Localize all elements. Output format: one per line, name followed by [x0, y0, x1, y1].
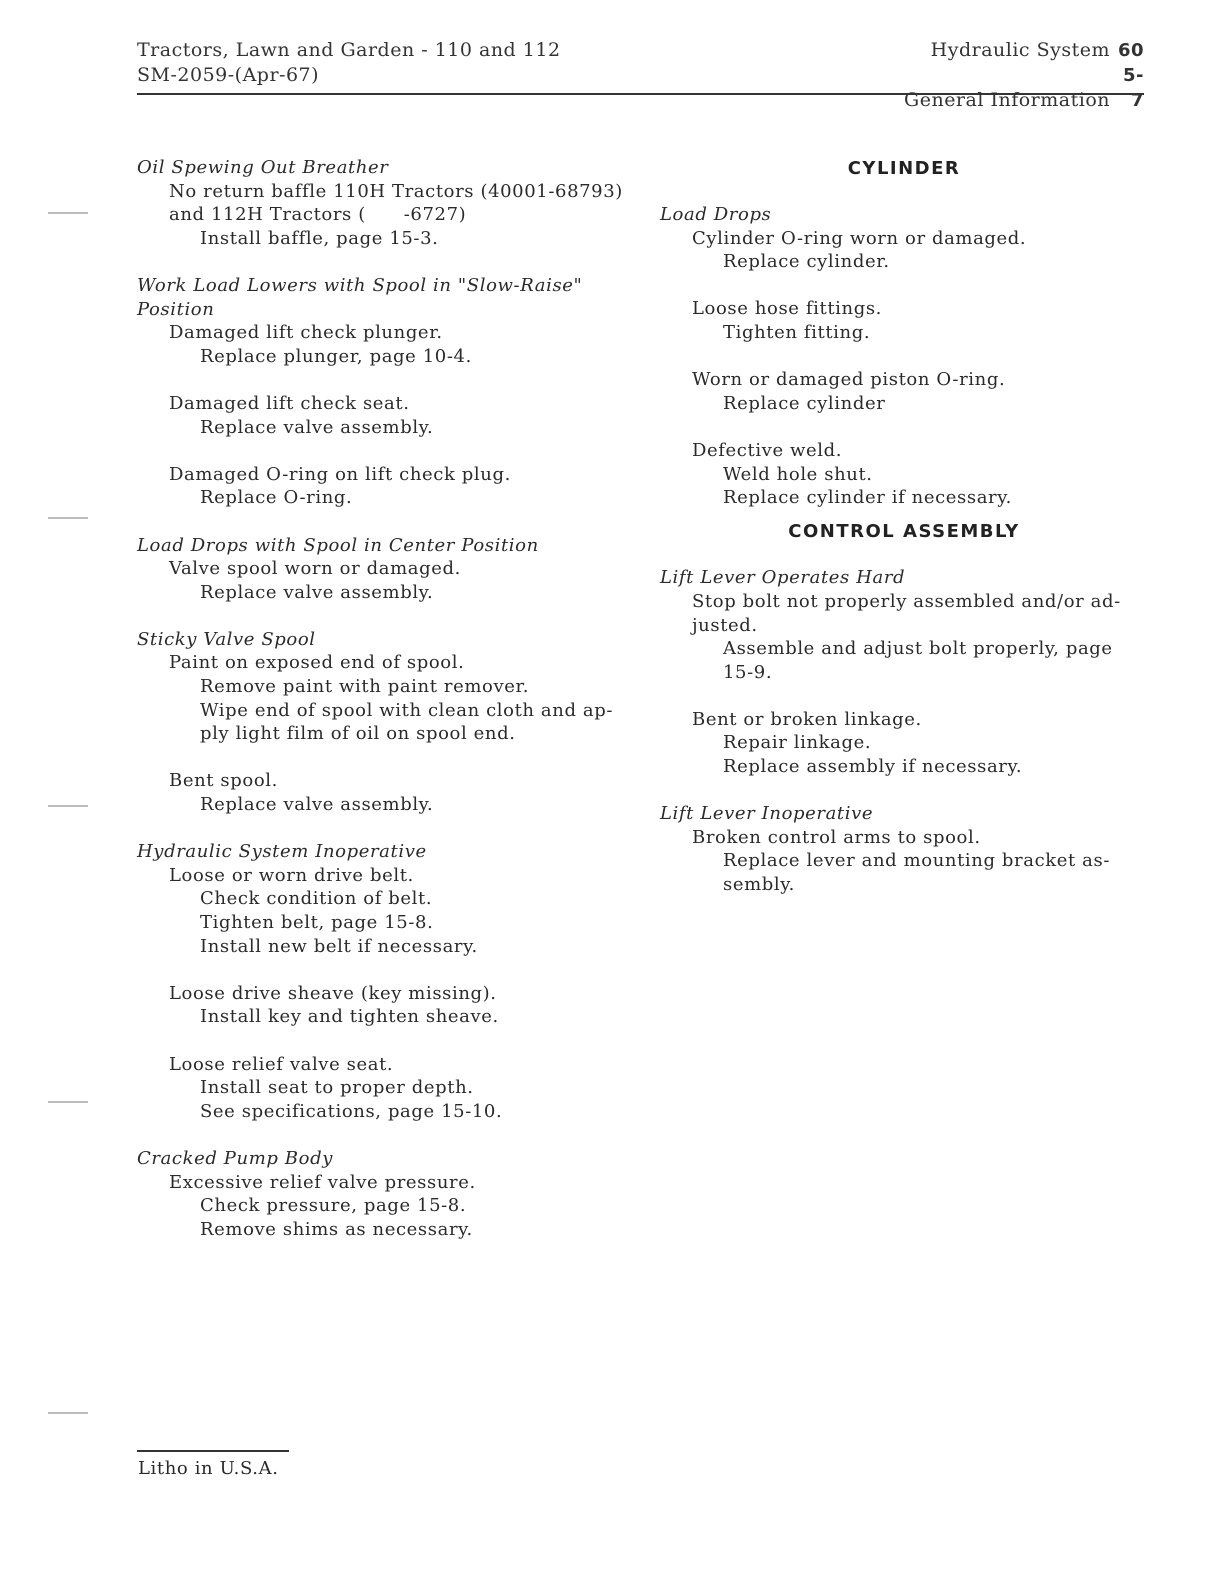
- cause: Bent or broken linkage.: [692, 708, 922, 730]
- trouble-title: Hydraulic System Inoperative: [137, 841, 427, 863]
- trouble-item: [137, 840, 637, 1123]
- remedy: Assemble and adjust bolt properly, page: [723, 638, 1113, 660]
- trouble-item: [660, 802, 1148, 896]
- remedy: Replace cylinder: [723, 392, 886, 414]
- remedy: sembly.: [723, 874, 795, 896]
- remedy: Tighten belt, page 15-8.: [200, 912, 434, 933]
- remedy: Tighten fitting.: [723, 321, 871, 343]
- left-column: [137, 156, 637, 1265]
- cause: Loose hose fittings.: [692, 298, 882, 320]
- remedy: Repair linkage.: [723, 732, 872, 754]
- cause: Damaged O-ring on lift check plug.: [169, 463, 511, 485]
- trouble-title: Lift Lever Operates Hard: [660, 567, 906, 589]
- section-heading-control-assembly: CONTROL ASSEMBLY: [788, 521, 1020, 543]
- remedy: See specifications, page 15-10.: [200, 1100, 503, 1122]
- cause: Bent spool.: [169, 770, 278, 792]
- trouble-item: [137, 1147, 637, 1241]
- trouble-item: [137, 534, 637, 605]
- trouble-title: Work Load Lowers with Spool in "Slow-Raise": [137, 274, 583, 296]
- cause: Defective weld.: [692, 439, 843, 461]
- cause: Damaged lift check plunger.: [169, 322, 443, 344]
- trouble-title: Oil Spewing Out Breather: [137, 157, 389, 178]
- remedy: ply light film of oil on spool end.: [200, 723, 516, 745]
- cause: Loose drive sheave (key missing).: [169, 982, 497, 1004]
- cause: Cylinder O-ring worn or damaged.: [692, 227, 1027, 249]
- section-heading-cylinder: CYLINDER: [847, 158, 961, 179]
- remedy: Replace plunger, page 10-4.: [200, 345, 472, 367]
- margin-mark: [48, 1412, 88, 1414]
- remedy: Replace cylinder.: [723, 251, 890, 273]
- cause: justed.: [692, 614, 758, 636]
- trouble-title: Lift Lever Inoperative: [660, 803, 874, 825]
- trouble-title: Load Drops with Spool in Center Position: [137, 534, 539, 556]
- trouble-title: Cracked Pump Body: [137, 1147, 333, 1169]
- footer-litho: Litho in U.S.A.: [138, 1458, 279, 1479]
- cause: No return baffle 110H Tractors (40001-68793): [169, 180, 623, 202]
- remedy: Replace valve assembly.: [200, 794, 434, 816]
- remedy: Replace lever and mounting bracket as-: [723, 850, 1111, 872]
- right-column: [660, 156, 1148, 920]
- cause: Paint on exposed end of spool.: [169, 652, 465, 674]
- section-title: Hydraulic System: [930, 39, 1110, 61]
- remedy: Install new belt if necessary.: [200, 935, 478, 957]
- margin-mark: [48, 1101, 88, 1103]
- cause: Loose relief valve seat.: [169, 1053, 394, 1075]
- cause: Broken control arms to spool.: [692, 826, 981, 848]
- cause: Stop bolt not properly assembled and/or ad-: [692, 590, 1121, 612]
- remedy: Remove paint with paint remover.: [200, 676, 530, 698]
- trouble-title: Sticky Valve Spool: [137, 628, 316, 650]
- cause: Worn or damaged piston O-ring.: [692, 369, 1006, 391]
- margin-mark: [48, 805, 88, 807]
- remedy: Wipe end of spool with clean cloth and ap-: [200, 699, 614, 721]
- remedy: Install key and tighten sheave.: [200, 1006, 499, 1028]
- trouble-title: Position: [137, 298, 215, 320]
- manual-number: SM-2059-(Apr-67): [137, 64, 320, 86]
- cause: Damaged lift check seat.: [169, 392, 410, 414]
- header-rule: [137, 93, 1144, 95]
- manual-title: Tractors, Lawn and Garden - 110 and 112: [137, 39, 561, 61]
- page-header-right: [904, 38, 1144, 113]
- cause: Excessive relief valve pressure.: [169, 1171, 476, 1193]
- cause: Loose or worn drive belt.: [169, 864, 414, 886]
- cause: Valve spool worn or damaged.: [169, 558, 461, 580]
- page-number: 5-7: [1123, 65, 1144, 111]
- trouble-item: [137, 156, 637, 250]
- remedy: Replace O-ring.: [200, 487, 353, 509]
- remedy: Check condition of belt.: [200, 888, 433, 910]
- footer-rule: [137, 1450, 289, 1452]
- page-header-left: [137, 38, 561, 88]
- remedy: Remove shims as necessary.: [200, 1218, 473, 1240]
- remedy: Check pressure, page 15-8.: [200, 1195, 467, 1217]
- remedy: Replace cylinder if necessary.: [723, 487, 1012, 509]
- margin-mark: [48, 212, 88, 214]
- remedy: 15-9.: [723, 661, 773, 683]
- remedy: Install baffle, page 15-3.: [200, 227, 439, 249]
- trouble-item: [660, 566, 1148, 778]
- trouble-item: [137, 274, 637, 510]
- remedy: Replace assembly if necessary.: [723, 756, 1023, 778]
- cause: and 112H Tractors ( -6727): [169, 204, 467, 226]
- remedy: Replace valve assembly.: [200, 416, 434, 438]
- remedy: Replace valve assembly.: [200, 581, 434, 603]
- trouble-item: [660, 203, 1148, 510]
- trouble-item: [137, 628, 637, 817]
- remedy: Install seat to proper depth.: [200, 1077, 474, 1099]
- margin-mark: [48, 517, 88, 519]
- trouble-title: Load Drops: [660, 204, 772, 225]
- section-number: 60: [1117, 40, 1144, 61]
- remedy: Weld hole shut.: [723, 463, 873, 485]
- group-title: General Information: [904, 89, 1110, 111]
